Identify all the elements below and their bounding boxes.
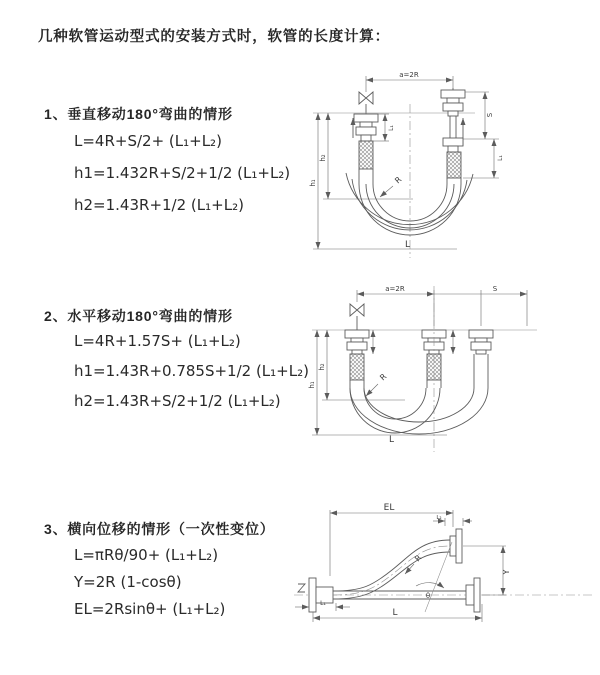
d3-label-r: R	[413, 553, 424, 564]
section-2-heading: 2、水平移动180°弯曲的情形	[44, 308, 233, 324]
d2-hose-arcs	[350, 380, 488, 434]
d3-dim-label-l2: L₂	[436, 515, 442, 521]
d1-dim-label-l1-right: L₁	[497, 155, 504, 161]
d3-radius-callout	[405, 553, 424, 574]
d1-left-fitting	[354, 114, 378, 169]
d1-dim-label-l1-left: L₁	[388, 125, 395, 131]
d2-dim-label-s: S	[492, 285, 498, 293]
d3-l2-dimension	[433, 515, 472, 526]
d3-centerline-break	[298, 584, 305, 592]
d2-right-fitting	[469, 330, 493, 388]
d2-radius-callout	[366, 372, 389, 396]
d1-right-pipe	[441, 88, 465, 178]
d2-dim-label-a2r: a=2R	[385, 285, 405, 293]
section-3-heading: 3、横向位移的情形（一次性变位）	[44, 521, 275, 537]
d1-left-braided-hose	[359, 141, 373, 169]
d1-valve-icon	[359, 92, 373, 114]
d2-dim-label-h1: h₁	[308, 381, 316, 389]
d1-dim-label-s: S	[486, 112, 494, 118]
d1-label-r: R	[393, 174, 404, 186]
d3-dim-label-y: Y	[502, 569, 511, 575]
d3-displaced-hose	[333, 529, 462, 599]
d3-dim-label-l: L	[392, 608, 398, 618]
diagram-lateral-displacement	[292, 500, 600, 645]
d3-el-dimension	[330, 503, 453, 576]
d1-top-dimension	[366, 71, 453, 92]
d3-l1-dimension	[295, 600, 350, 611]
d3-label-theta: θ	[425, 592, 431, 600]
d2-valve-icon	[350, 304, 364, 330]
d1-hose-arcs	[346, 169, 473, 235]
d1-label-l: L	[405, 240, 411, 250]
page-title: 几种软管运动型式的安装方式时，软管的长度计算：	[38, 29, 390, 45]
d2-left-fitting	[345, 330, 369, 380]
section-2-formula-h1: h1=1.43R+0.785S+1/2 (L₁+L₂)	[74, 362, 309, 380]
d2-label-r: R	[378, 371, 389, 383]
d2-dim-label-h2: h₂	[318, 363, 326, 371]
section-1-formula-h1: h1=1.432R+S/2+1/2 (L₁+L₂)	[74, 164, 291, 182]
d1-dim-label-h1: h₁	[309, 179, 317, 187]
d1-dim-label-h2: h₂	[319, 154, 327, 162]
d1-dim-label-a2r: a=2R	[399, 71, 419, 79]
d3-straight-position-pipe	[333, 578, 480, 612]
d1-radius-callout	[380, 175, 404, 197]
d2-label-l: L	[389, 435, 395, 445]
section-3-formula-EL: EL=2Rsinθ+ (L₁+L₂)	[74, 600, 226, 618]
d2-top-dimension	[357, 285, 527, 326]
section-2-formula-h2: h2=1.43R+S/2+1/2 (L₁+L₂)	[74, 392, 281, 410]
section-2-formula-L: L=4R+1.57S+ (L₁+L₂)	[74, 332, 241, 350]
d3-dim-label-l1: L₁	[320, 600, 326, 607]
diagram-horizontal-180-bend	[305, 280, 600, 465]
d1-right-braided-hose	[447, 152, 461, 178]
section-3-formula-L: L=πRθ/90+ (L₁+L₂)	[74, 546, 219, 564]
d1-right-dimensions	[463, 92, 504, 178]
d3-dim-label-el: EL	[383, 503, 395, 513]
diagram-vertical-180-bend	[305, 66, 595, 266]
section-1-formula-L: L=4R+S/2+ (L₁+L₂)	[74, 132, 222, 150]
section-1-heading: 1、垂直移动180°弯曲的情形	[44, 106, 233, 122]
section-1-formula-h2: h2=1.43R+1/2 (L₁+L₂)	[74, 196, 244, 214]
section-3-formula-Y: Y=2R (1-cosθ)	[74, 573, 182, 591]
